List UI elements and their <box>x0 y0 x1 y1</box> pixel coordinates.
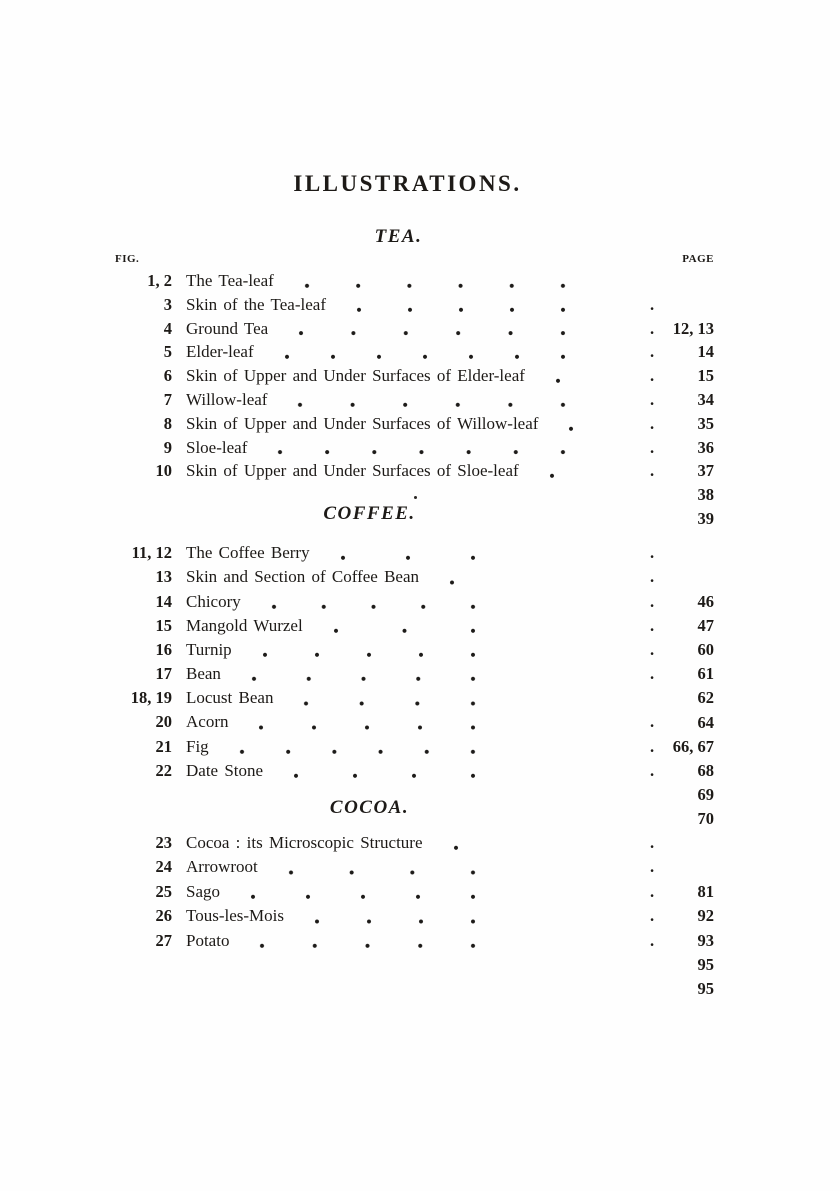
leader-dot: . <box>650 567 655 587</box>
entry-area <box>172 541 588 565</box>
entry-label: Tous-les-Mois <box>186 906 284 926</box>
figure-number: 4 <box>163 318 172 338</box>
page-column-header: PAGE <box>682 253 714 265</box>
dot-leader <box>336 293 586 317</box>
leader-dot: . <box>650 461 655 481</box>
page-number: 46 <box>697 591 714 611</box>
entry-area <box>172 269 588 293</box>
entry-area <box>172 436 588 460</box>
entry-label: The Tea-leaf <box>186 271 274 290</box>
entry-area <box>172 590 588 614</box>
page-cell <box>588 929 716 1027</box>
page-number: 47 <box>697 615 714 635</box>
dot-leader <box>273 759 496 783</box>
leader-dot: . <box>650 881 655 901</box>
dot-leader <box>242 638 496 662</box>
dot-leader <box>219 735 496 759</box>
entry-label: Elder-leaf <box>186 342 254 362</box>
dot-leader <box>294 904 496 928</box>
section-heading-coffee: COFFEE. <box>323 503 416 525</box>
dot-leader <box>277 388 586 412</box>
entry-label: Acorn <box>186 712 229 732</box>
section-heading-cocoa: COCOA. <box>329 797 410 819</box>
leader-dot: . <box>650 639 655 659</box>
entry-label: Locust Bean <box>186 688 274 708</box>
page-number: 15 <box>697 366 714 386</box>
leader-dot: . <box>650 930 655 950</box>
entry-area <box>172 662 588 686</box>
figure-number: 3 <box>163 294 172 314</box>
entry-area <box>172 388 588 412</box>
entry-area <box>172 929 588 953</box>
entry-label: Ground Tea <box>186 318 269 338</box>
entry-label: Bean <box>186 664 221 684</box>
page-number: 37 <box>697 461 714 481</box>
toc-row <box>113 929 716 999</box>
figure-number: 22 <box>155 760 172 780</box>
page-number: 81 <box>697 881 714 901</box>
figure-number: 27 <box>155 930 172 950</box>
figure-number: 20 <box>155 712 172 732</box>
dot-leader <box>429 565 496 589</box>
dot-leader <box>278 317 586 341</box>
dot-leader <box>230 880 496 904</box>
leader-dot: . <box>650 736 655 756</box>
page-number: 64 <box>697 712 714 732</box>
figure-number: 11, 12 <box>131 543 172 563</box>
leader-dot: . <box>650 712 655 732</box>
entry-label: Skin of Upper and Under Surfaces of Elder-leaf <box>186 366 525 386</box>
dot-leader <box>251 590 496 614</box>
page-number: 68 <box>697 760 714 780</box>
entry-label: Skin of the Tea-leaf <box>186 294 326 314</box>
entry-label: Sloe-leaf <box>186 437 248 457</box>
leader-dot: . <box>650 591 655 611</box>
entry-label: Cocoa : its Microscopic Structure <box>186 833 423 853</box>
leader-dot: . <box>650 294 655 314</box>
entry-label: Sago <box>186 881 220 901</box>
entry-label: Skin and Section of Coffee Bean <box>186 567 420 587</box>
dot-leader <box>283 686 496 710</box>
entry-area <box>172 904 588 928</box>
figure-number: 13 <box>155 567 172 587</box>
leader-dot: . <box>650 342 655 362</box>
entry-area <box>172 293 588 317</box>
figure-number: 16 <box>155 639 172 659</box>
leader-dot: . <box>650 833 655 853</box>
leader-dot: . <box>650 389 655 409</box>
leader-dot: . <box>650 366 655 386</box>
figure-number: 17 <box>155 664 172 684</box>
figure-number: 25 <box>155 881 172 901</box>
page-number: 62 <box>697 688 714 708</box>
entry-area <box>172 855 588 879</box>
figure-number: 24 <box>155 857 172 877</box>
entry-area <box>172 459 588 483</box>
entry-label: The Coffee Berry <box>186 543 310 563</box>
entry-area <box>172 412 588 436</box>
page-number: 95 <box>697 955 714 975</box>
entry-area <box>172 340 588 364</box>
toc-rows-cocoa <box>113 831 716 999</box>
figure-number: 18, 19 <box>130 688 172 708</box>
entry-area <box>172 638 588 662</box>
entry-area <box>172 759 588 783</box>
entry-area <box>172 735 588 759</box>
dot-leader <box>313 614 496 638</box>
leader-dot: . <box>650 437 655 457</box>
entry-label: Turnip <box>186 639 232 659</box>
page-content <box>113 0 716 999</box>
dot-leader <box>535 364 586 388</box>
page-number: 39 <box>697 508 714 528</box>
leader-dot: . <box>650 318 655 338</box>
figure-number: 5 <box>163 342 172 362</box>
figure-number: 23 <box>155 833 172 853</box>
entry-label: Skin of Upper and Under Surfaces of Willow-leaf <box>186 413 539 433</box>
page-number: 69 <box>697 785 714 805</box>
dot-leader <box>264 340 586 364</box>
leader-dot: . <box>650 664 655 684</box>
leader-dot: . <box>650 543 655 563</box>
dot-leader <box>257 436 586 460</box>
entry-label: Willow-leaf <box>186 389 268 409</box>
figure-number: 21 <box>155 736 172 756</box>
page-number: 60 <box>697 639 714 659</box>
fig-column-header: FIG. <box>115 253 140 265</box>
entry-area <box>172 317 588 341</box>
page-number: 36 <box>697 437 714 457</box>
dot-leader <box>238 710 496 734</box>
figure-number: 9 <box>163 437 172 457</box>
page-number: 14 <box>697 342 714 362</box>
dot-leader <box>320 541 496 565</box>
entry-label: Fig <box>186 736 209 756</box>
dot-leader <box>284 269 586 293</box>
entry-label: Mangold Wurzel <box>186 615 303 635</box>
entry-label: Arrowroot <box>186 857 258 877</box>
figure-number: 8 <box>163 413 172 433</box>
page-title: ILLUSTRATIONS. <box>293 171 522 196</box>
figure-number: 1, 2 <box>147 271 172 290</box>
figure-number: 6 <box>163 366 172 386</box>
page-number: 35 <box>697 413 714 433</box>
entry-area <box>172 831 588 855</box>
section-heading-tea: TEA. <box>374 226 423 247</box>
figure-number: 15 <box>155 615 172 635</box>
entry-area <box>172 686 588 710</box>
leader-dot: . <box>650 906 655 926</box>
dot-leader <box>231 662 496 686</box>
figure-number: 14 <box>155 591 172 611</box>
entry-area <box>172 364 588 388</box>
dot-leader <box>268 855 496 879</box>
entry-area <box>172 710 588 734</box>
figure-number: 10 <box>155 461 172 481</box>
leader-dot: . <box>650 413 655 433</box>
page-number: 12, 13 <box>672 318 714 338</box>
dot-leader <box>239 929 496 953</box>
dot-leader <box>433 831 496 855</box>
page-number: 66, 67 <box>672 736 714 756</box>
entry-label: Skin of Upper and Under Surfaces of Sloe-leaf <box>186 461 519 481</box>
leader-dot: . <box>650 857 655 877</box>
dot-leader <box>529 459 586 483</box>
page-number: 95 <box>697 979 714 999</box>
page-number: 34 <box>697 389 714 409</box>
page-number: 38 <box>697 485 714 505</box>
page-number: 70 <box>697 809 714 829</box>
entry-area <box>172 614 588 638</box>
entry-label: Potato <box>186 930 230 950</box>
page-number: 92 <box>697 906 714 926</box>
leader-dot: . <box>650 760 655 780</box>
figure-number: 7 <box>163 389 172 409</box>
entry-label: Chicory <box>186 591 241 611</box>
page-number: 61 <box>697 664 714 684</box>
figure-number: 26 <box>155 906 172 926</box>
entry-label: Date Stone <box>186 760 264 780</box>
leader-dot: . <box>650 615 655 635</box>
entry-area <box>172 880 588 904</box>
page-number: 93 <box>697 930 714 950</box>
entry-area <box>172 565 588 589</box>
dot-leader <box>548 412 586 436</box>
column-headers <box>113 253 716 265</box>
